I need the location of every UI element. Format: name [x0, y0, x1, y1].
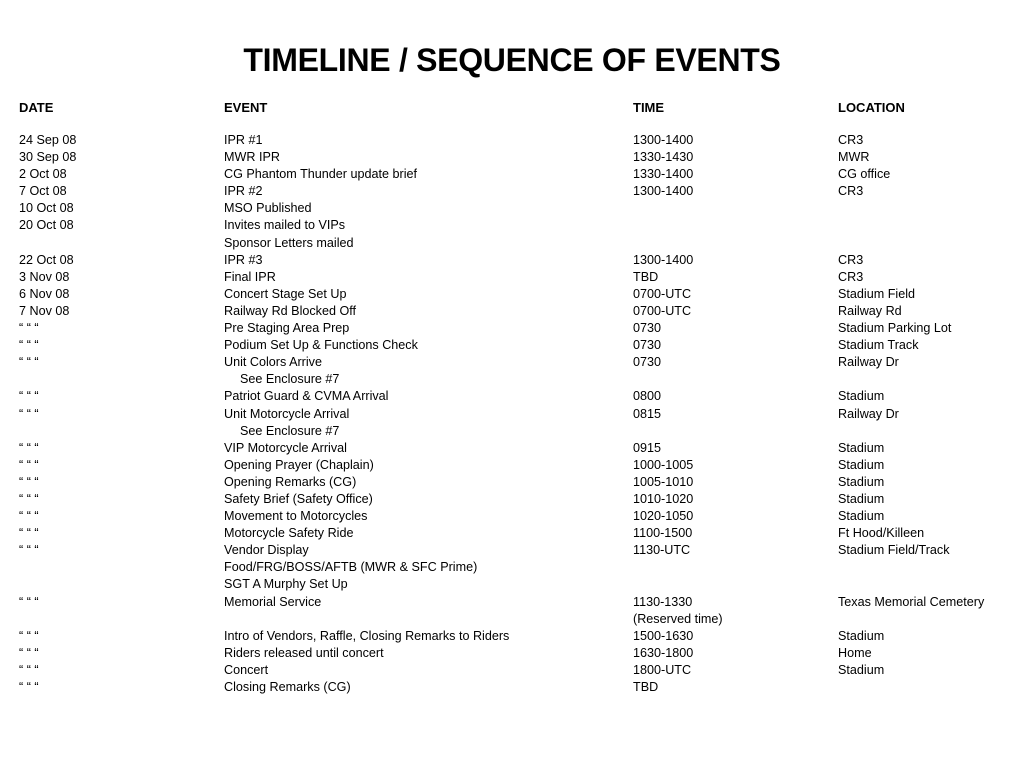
event-cell: Motorcycle Safety Ride	[224, 526, 354, 541]
event-cell: Intro of Vendors, Raffle, Closing Remarks to Riders	[224, 628, 510, 643]
date-cell: “ “ “	[19, 645, 39, 660]
event-cell: Railway Rd Blocked Off	[224, 303, 357, 318]
date-cell: 22 Oct 08	[19, 252, 74, 267]
date-cell: 7 Oct 08	[19, 184, 67, 199]
event-cell: Opening Prayer (Chaplain)	[224, 457, 374, 472]
event-cell: MSO Published	[224, 201, 312, 216]
header-location: LOCATION	[838, 100, 905, 115]
time-cell: 1000-1005	[633, 457, 694, 472]
date-cell: 10 Oct 08	[19, 201, 74, 216]
table-row	[0, 286, 1024, 303]
table-row	[0, 200, 1024, 217]
date-cell: “ “ “	[19, 457, 39, 472]
time-cell: TBD	[633, 680, 659, 694]
time-cell: 1100-1500	[633, 526, 693, 541]
event-cell: Pre Staging Area Prep	[224, 321, 350, 336]
table-row	[0, 611, 1024, 628]
event-cell: Final IPR	[224, 269, 276, 284]
event-cell: MWR IPR	[224, 150, 280, 165]
table-row	[0, 645, 1024, 662]
location-cell: CR3	[838, 269, 864, 284]
time-cell: 1010-1020	[633, 491, 694, 506]
location-cell: Stadium	[838, 628, 885, 643]
location-cell: Railway Rd	[838, 303, 902, 318]
date-cell: “ “ “	[19, 389, 39, 404]
time-cell: 1330-1430	[633, 150, 694, 165]
date-cell: “ “ “	[19, 440, 39, 455]
event-cell: Riders released until concert	[224, 645, 384, 660]
event-cell: Sponsor Letters mailed	[224, 235, 354, 250]
event-cell: Podium Set Up & Functions Check	[224, 338, 418, 353]
table-row	[0, 269, 1024, 286]
timeline-table	[0, 132, 1024, 696]
location-cell: Railway Dr	[838, 406, 899, 421]
location-cell: Stadium	[838, 389, 885, 404]
location-cell: Stadium Field	[838, 286, 915, 301]
event-cell: Invites mailed to VIPs	[224, 218, 346, 233]
event-cell: See Enclosure #7	[240, 423, 340, 438]
table-row	[0, 166, 1024, 183]
date-cell: “ “ “	[19, 321, 39, 336]
date-cell: “ “ “	[19, 338, 39, 353]
table-row	[0, 491, 1024, 508]
date-cell: “ “ “	[19, 509, 39, 524]
date-cell: “ “ “	[19, 680, 39, 694]
table-row	[0, 679, 1024, 696]
time-cell: 0915	[633, 440, 662, 455]
time-cell: (Reserved time)	[633, 611, 723, 626]
location-cell: Stadium	[838, 440, 885, 455]
table-row	[0, 406, 1024, 423]
date-cell: 30 Sep 08	[19, 150, 77, 165]
table-row	[0, 149, 1024, 166]
date-cell: “ “ “	[19, 662, 39, 677]
table-row	[0, 559, 1024, 576]
date-cell: “ “ “	[19, 526, 39, 541]
table-row	[0, 354, 1024, 371]
event-cell: Closing Remarks (CG)	[224, 680, 351, 694]
time-cell: 0730	[633, 355, 662, 370]
header-date: DATE	[19, 100, 54, 115]
time-cell: 0815	[633, 406, 662, 421]
event-cell: Movement to Motorcycles	[224, 509, 368, 524]
time-cell: 1130-1330	[633, 594, 693, 609]
table-row	[0, 594, 1024, 611]
time-cell: 0730	[633, 321, 662, 336]
event-cell: Memorial Service	[224, 594, 322, 609]
event-cell: IPR #2	[224, 184, 263, 199]
location-cell: Stadium	[838, 491, 885, 506]
table-row	[0, 440, 1024, 457]
date-cell: “ “ “	[19, 628, 39, 643]
time-cell: 1300-1400	[633, 184, 694, 199]
event-cell: Vendor Display	[224, 543, 309, 558]
table-row	[0, 303, 1024, 320]
table-row	[0, 508, 1024, 525]
event-cell: Unit Motorcycle Arrival	[224, 406, 350, 421]
event-cell: See Enclosure #7	[240, 372, 340, 387]
event-cell: Concert Stage Set Up	[224, 286, 347, 301]
date-cell: 20 Oct 08	[19, 218, 74, 233]
time-cell: 1020-1050	[633, 509, 694, 524]
event-cell: CG Phantom Thunder update brief	[224, 167, 417, 182]
time-cell: 1005-1010	[633, 474, 694, 489]
location-cell: Stadium	[838, 474, 885, 489]
time-cell: 0700-UTC	[633, 303, 692, 318]
location-cell: Stadium Parking Lot	[838, 321, 952, 336]
table-row	[0, 320, 1024, 337]
time-cell: TBD	[633, 269, 659, 284]
date-cell: “ “ “	[19, 355, 39, 370]
table-row	[0, 217, 1024, 234]
table-row	[0, 542, 1024, 559]
time-cell: 1500-1630	[633, 628, 694, 643]
location-cell: MWR	[838, 150, 870, 165]
location-cell: CR3	[838, 252, 864, 267]
table-row	[0, 525, 1024, 542]
header-event: EVENT	[224, 100, 268, 115]
location-cell: Stadium Track	[838, 338, 919, 353]
time-cell: 1630-1800	[633, 645, 694, 660]
date-cell: “ “ “	[19, 594, 39, 609]
location-cell: Stadium	[838, 509, 885, 524]
location-cell: Texas Memorial Cemetery	[838, 594, 985, 609]
time-cell: 0700-UTC	[633, 286, 692, 301]
header-time: TIME	[633, 100, 665, 115]
location-cell: CR3	[838, 184, 864, 199]
table-row	[0, 235, 1024, 252]
time-cell: 0730	[633, 338, 662, 353]
date-cell: 6 Nov 08	[19, 286, 70, 301]
time-cell: 1800-UTC	[633, 662, 692, 677]
event-cell: IPR #1	[224, 133, 263, 147]
location-cell: Stadium	[838, 457, 885, 472]
event-cell: SGT A Murphy Set Up	[224, 577, 348, 592]
table-row	[0, 628, 1024, 645]
event-cell: Unit Colors Arrive	[224, 355, 322, 370]
location-cell: Railway Dr	[838, 355, 899, 370]
date-cell: 2 Oct 08	[19, 167, 67, 182]
location-cell: Home	[838, 645, 872, 660]
time-cell: 1300-1400	[633, 252, 694, 267]
date-cell: 7 Nov 08	[19, 303, 70, 318]
time-cell: 1130-UTC	[633, 543, 691, 558]
table-row	[0, 388, 1024, 405]
table-row	[0, 457, 1024, 474]
event-cell: Patriot Guard & CVMA Arrival	[224, 389, 389, 404]
table-row	[0, 183, 1024, 200]
table-row	[0, 576, 1024, 593]
location-cell: CG office	[838, 167, 891, 182]
table-row	[0, 371, 1024, 388]
table-row	[0, 337, 1024, 354]
event-cell: Opening Remarks (CG)	[224, 474, 357, 489]
location-cell: Stadium	[838, 662, 885, 677]
event-cell: VIP Motorcycle Arrival	[224, 440, 347, 455]
date-cell: “ “ “	[19, 406, 39, 421]
location-cell: CR3	[838, 133, 864, 147]
date-cell: 3 Nov 08	[19, 269, 70, 284]
event-cell: Safety Brief (Safety Office)	[224, 491, 373, 506]
table-row	[0, 423, 1024, 440]
table-header	[0, 99, 1024, 117]
table-row	[0, 252, 1024, 269]
table-row	[0, 662, 1024, 679]
time-cell: 1300-1400	[633, 133, 694, 147]
event-cell: Concert	[224, 662, 269, 677]
date-cell: “ “ “	[19, 474, 39, 489]
time-cell: 1330-1400	[633, 167, 694, 182]
event-cell: IPR #3	[224, 252, 263, 267]
location-cell: Stadium Field/Track	[838, 543, 950, 558]
page-title: TIMELINE / SEQUENCE OF EVENTS	[243, 42, 781, 78]
table-row	[0, 132, 1024, 149]
date-cell: 24 Sep 08	[19, 133, 77, 147]
table-row	[0, 474, 1024, 491]
time-cell: 0800	[633, 389, 662, 404]
event-cell: Food/FRG/BOSS/AFTB (MWR & SFC Prime)	[224, 560, 478, 575]
date-cell: “ “ “	[19, 543, 39, 558]
location-cell: Ft Hood/Killeen	[838, 526, 925, 541]
date-cell: “ “ “	[19, 491, 39, 506]
